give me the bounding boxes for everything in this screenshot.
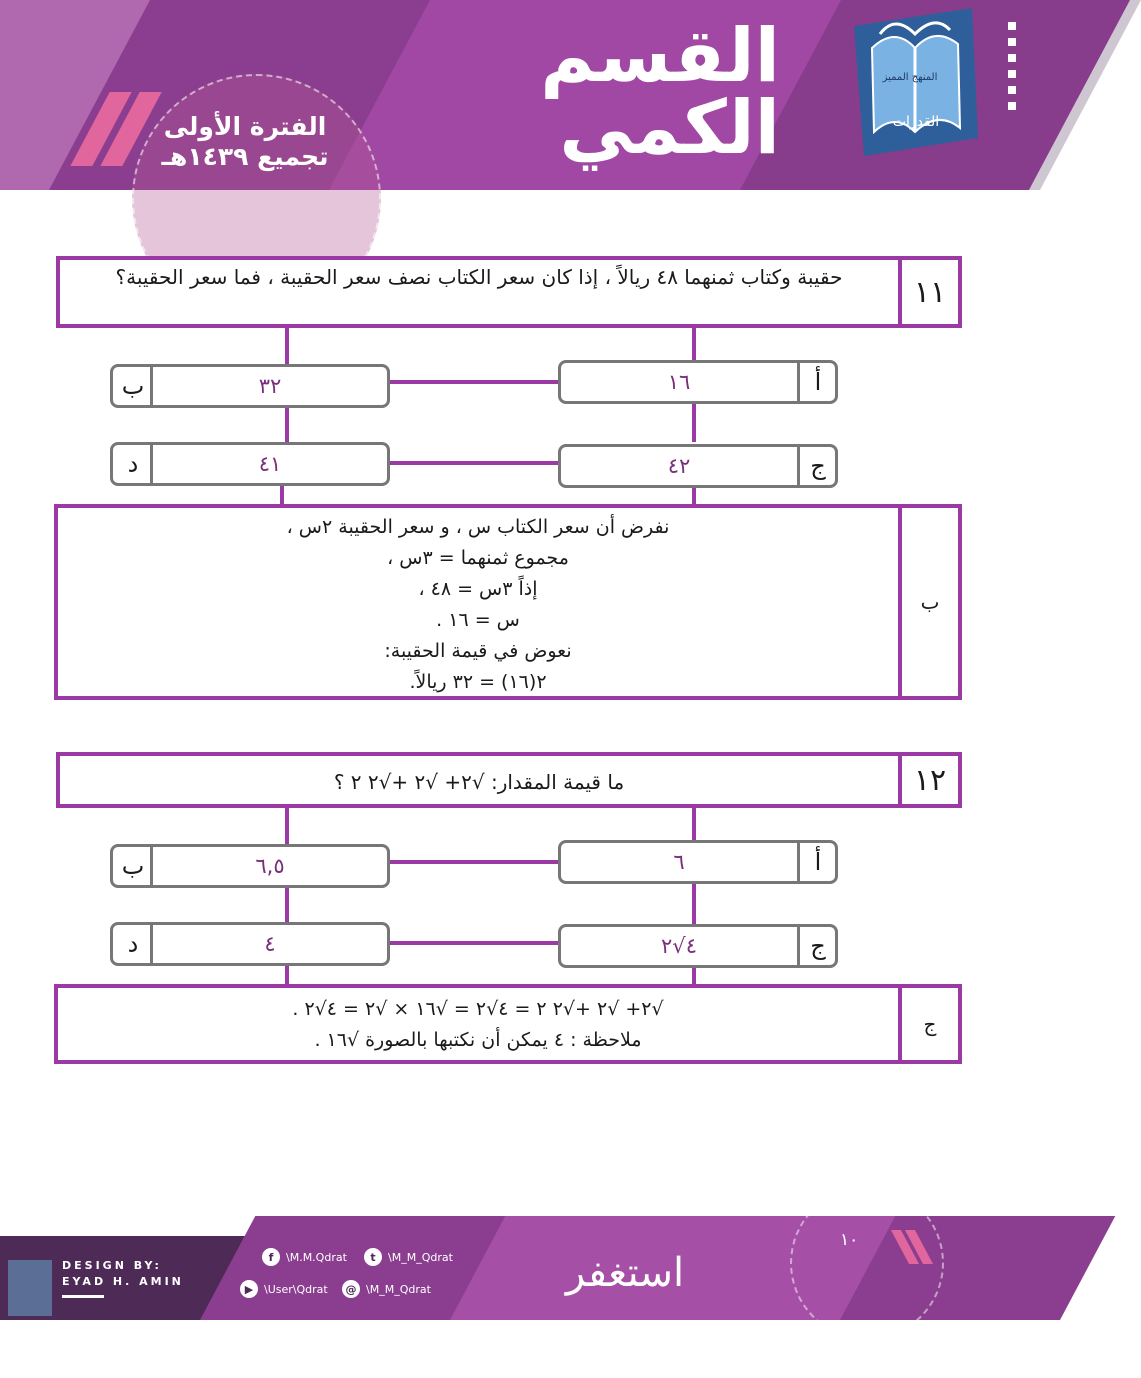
question-11-text: حقيبة وكتاب ثمنهما ٤٨ ريالاً ، إذا كان سعر الكتاب نصف سعر الحقيبة ، فما سعر الحقيبة؟: [115, 265, 843, 289]
q12-option-a[interactable]: [558, 840, 838, 884]
solution-line: إذاً ٣س = ٤٨ ،: [418, 578, 538, 600]
connector: [388, 941, 560, 945]
page-header: [0, 0, 1020, 190]
q11-option-c[interactable]: [558, 444, 838, 488]
period-line-2: تجميع ١٤٣٩هـ: [161, 142, 329, 171]
solution-line: س = ١٦ .: [436, 609, 520, 631]
option-letter: أ: [814, 848, 822, 876]
option-value: ٦,٥: [255, 854, 285, 878]
solution-line: نعوض في قيمة الحقيبة:: [384, 640, 572, 662]
q11-option-a[interactable]: [558, 360, 838, 404]
solution-line: مجموع ثمنهما = ٣س ،: [387, 547, 569, 569]
solution-line: √٢+ √٢ +√٢ ٢ = ٤√٢ = √١٦ × √٢ = ٤√٢ .: [292, 998, 664, 1020]
q11-option-b[interactable]: [110, 364, 390, 408]
question-12-number-text: ١٢: [913, 762, 947, 798]
facebook-link[interactable]: [262, 1248, 347, 1266]
book-logo-icon: [850, 8, 980, 156]
solution-line: ملاحظة : ٤ يمكن أن نكتبها بالصورة √١٦ .: [314, 1029, 642, 1051]
at-icon: @: [342, 1280, 360, 1298]
social-link[interactable]: [342, 1280, 431, 1298]
q12-solution-box: [54, 984, 902, 1064]
side-dots-decoration: [1008, 22, 1018, 118]
connector: [285, 406, 289, 442]
twitter-link[interactable]: [364, 1248, 453, 1266]
option-letter: د: [127, 450, 139, 478]
connector: [692, 808, 696, 842]
connector: [285, 328, 289, 366]
youtube-icon: ▶: [240, 1280, 258, 1298]
connector: [285, 808, 289, 846]
q12-option-c[interactable]: [558, 924, 838, 968]
page-number: ١٠: [840, 1230, 859, 1250]
page-footer: [0, 1216, 1020, 1366]
connector: [388, 860, 560, 864]
answer-letter-text: ب: [920, 590, 940, 614]
q12-answer-letter: [898, 984, 962, 1064]
connector: [692, 404, 696, 442]
youtube-link[interactable]: [240, 1280, 328, 1298]
option-value: ٤: [264, 932, 276, 956]
calligraphy-text: استغفر الله: [565, 1250, 685, 1366]
footer-circle-decoration: [790, 1186, 944, 1340]
twitter-handle: \M_M_Qdrat: [388, 1250, 453, 1264]
solution-line: ٢(١٦) = ٣٢ ريالاً.: [409, 671, 547, 693]
answer-letter-text: ج: [923, 1012, 937, 1036]
q12-option-b[interactable]: [110, 844, 390, 888]
design-credit: [62, 1258, 184, 1298]
option-value: ١٦: [667, 370, 691, 394]
connector: [388, 380, 560, 384]
title-line-2: الكمي: [559, 85, 780, 171]
option-letter: أ: [814, 368, 822, 396]
design-underline: [62, 1295, 104, 1298]
question-11-number: [898, 256, 962, 328]
svg-text:المنهج المميز: المنهج المميز: [882, 72, 938, 83]
social-handle: \M_M_Qdrat: [366, 1282, 431, 1296]
q12-option-d[interactable]: [110, 922, 390, 966]
youtube-handle: \User\Qdrat: [264, 1282, 328, 1296]
option-letter: ج: [810, 452, 826, 480]
design-label: DESIGN BY:: [62, 1259, 162, 1272]
connector: [388, 461, 560, 465]
period-line-1: الفترة الأولى: [163, 112, 327, 141]
option-value: ٤١: [258, 452, 282, 476]
option-value: ٣٢: [258, 374, 282, 398]
twitter-icon: t: [364, 1248, 382, 1266]
q11-option-d[interactable]: [110, 442, 390, 486]
option-letter: ج: [810, 932, 826, 960]
question-11-number-text: ١١: [913, 274, 947, 310]
designer-signature-logo: [8, 1260, 52, 1316]
question-12-box: [56, 752, 902, 808]
section-title: [420, 13, 780, 171]
svg-text:القدرات: القدرات: [892, 114, 940, 130]
q11-solution-lines: [58, 512, 898, 698]
connector: [692, 328, 696, 360]
q12-solution-lines: [58, 994, 898, 1056]
q11-answer-letter: [898, 504, 962, 700]
facebook-handle: \M.M.Qdrat: [286, 1250, 347, 1264]
option-letter: د: [127, 930, 139, 958]
facebook-icon: f: [262, 1248, 280, 1266]
q11-solution-box: [54, 504, 902, 700]
connector: [692, 884, 696, 924]
question-12-text: ما قيمة المقدار: √٢+ √٢ +√٢ ٢ ؟: [333, 770, 625, 794]
designer-name: EYAD H. AMIN: [62, 1275, 184, 1288]
option-value: ٦: [673, 850, 685, 874]
period-label: [140, 112, 350, 172]
option-value: ٤٢: [667, 454, 691, 478]
connector: [285, 886, 289, 922]
question-11-box: [56, 256, 902, 328]
solution-line: نفرض أن سعر الكتاب س ، و سعر الحقيبة ٢س ،: [286, 516, 670, 538]
question-12-number: [898, 752, 962, 808]
title-line-1: القسم: [540, 13, 780, 99]
option-letter: ب: [121, 372, 145, 400]
option-letter: ب: [121, 852, 145, 880]
option-value: ٤√٢: [661, 934, 697, 958]
